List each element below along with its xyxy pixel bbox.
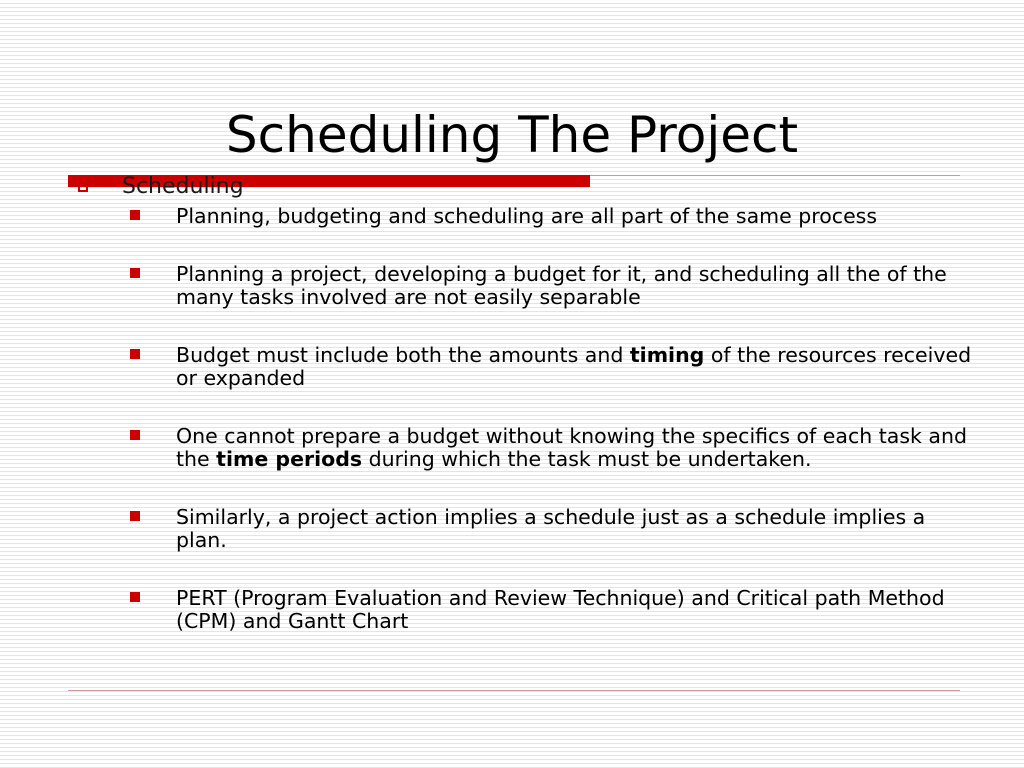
filled-square-bullet-icon bbox=[130, 511, 140, 521]
filled-square-bullet-icon bbox=[130, 210, 140, 220]
list-item-text: Similarly, a project action implies a schedule just as a schedule implies a plan. bbox=[176, 504, 926, 552]
filled-square-bullet-icon bbox=[130, 430, 140, 440]
filled-square-bullet-icon bbox=[130, 268, 140, 278]
hollow-square-bullet-icon bbox=[78, 182, 88, 192]
list-item-text: PERT (Program Evaluation and Review Technique) and Critical path Method (CPM) and Gantt Chart bbox=[176, 585, 945, 633]
slide-title: Scheduling The Project bbox=[225, 106, 799, 164]
level1-bullet-text: Scheduling bbox=[122, 174, 244, 199]
footer-divider-line bbox=[68, 690, 960, 691]
list-item-text: Planning a project, developing a budget for it, and scheduling all the of the many tasks involved are not easily separable bbox=[176, 261, 947, 309]
level1-bullet-item bbox=[78, 173, 244, 201]
list-item-text: Budget must include both the amounts and timing of the resources received or expanded bbox=[176, 342, 972, 390]
list-item bbox=[128, 263, 978, 310]
list-item bbox=[128, 506, 978, 553]
emphasis-text: timing bbox=[629, 342, 705, 367]
filled-square-bullet-icon bbox=[130, 349, 140, 359]
list-item bbox=[128, 425, 978, 472]
list-item bbox=[128, 205, 978, 229]
title-divider-line bbox=[590, 175, 960, 176]
list-item bbox=[128, 344, 978, 391]
list-item bbox=[128, 587, 978, 634]
emphasis-text: time periods bbox=[216, 447, 363, 471]
filled-square-bullet-icon bbox=[130, 592, 140, 602]
list-item-text: Planning, budgeting and scheduling are all part of the same process bbox=[176, 204, 878, 228]
list-item-text: One cannot prepare a budget without knowing the specifics of each task and the time periods during which the task must be undertaken. bbox=[176, 423, 967, 471]
bullet-list bbox=[128, 205, 978, 668]
